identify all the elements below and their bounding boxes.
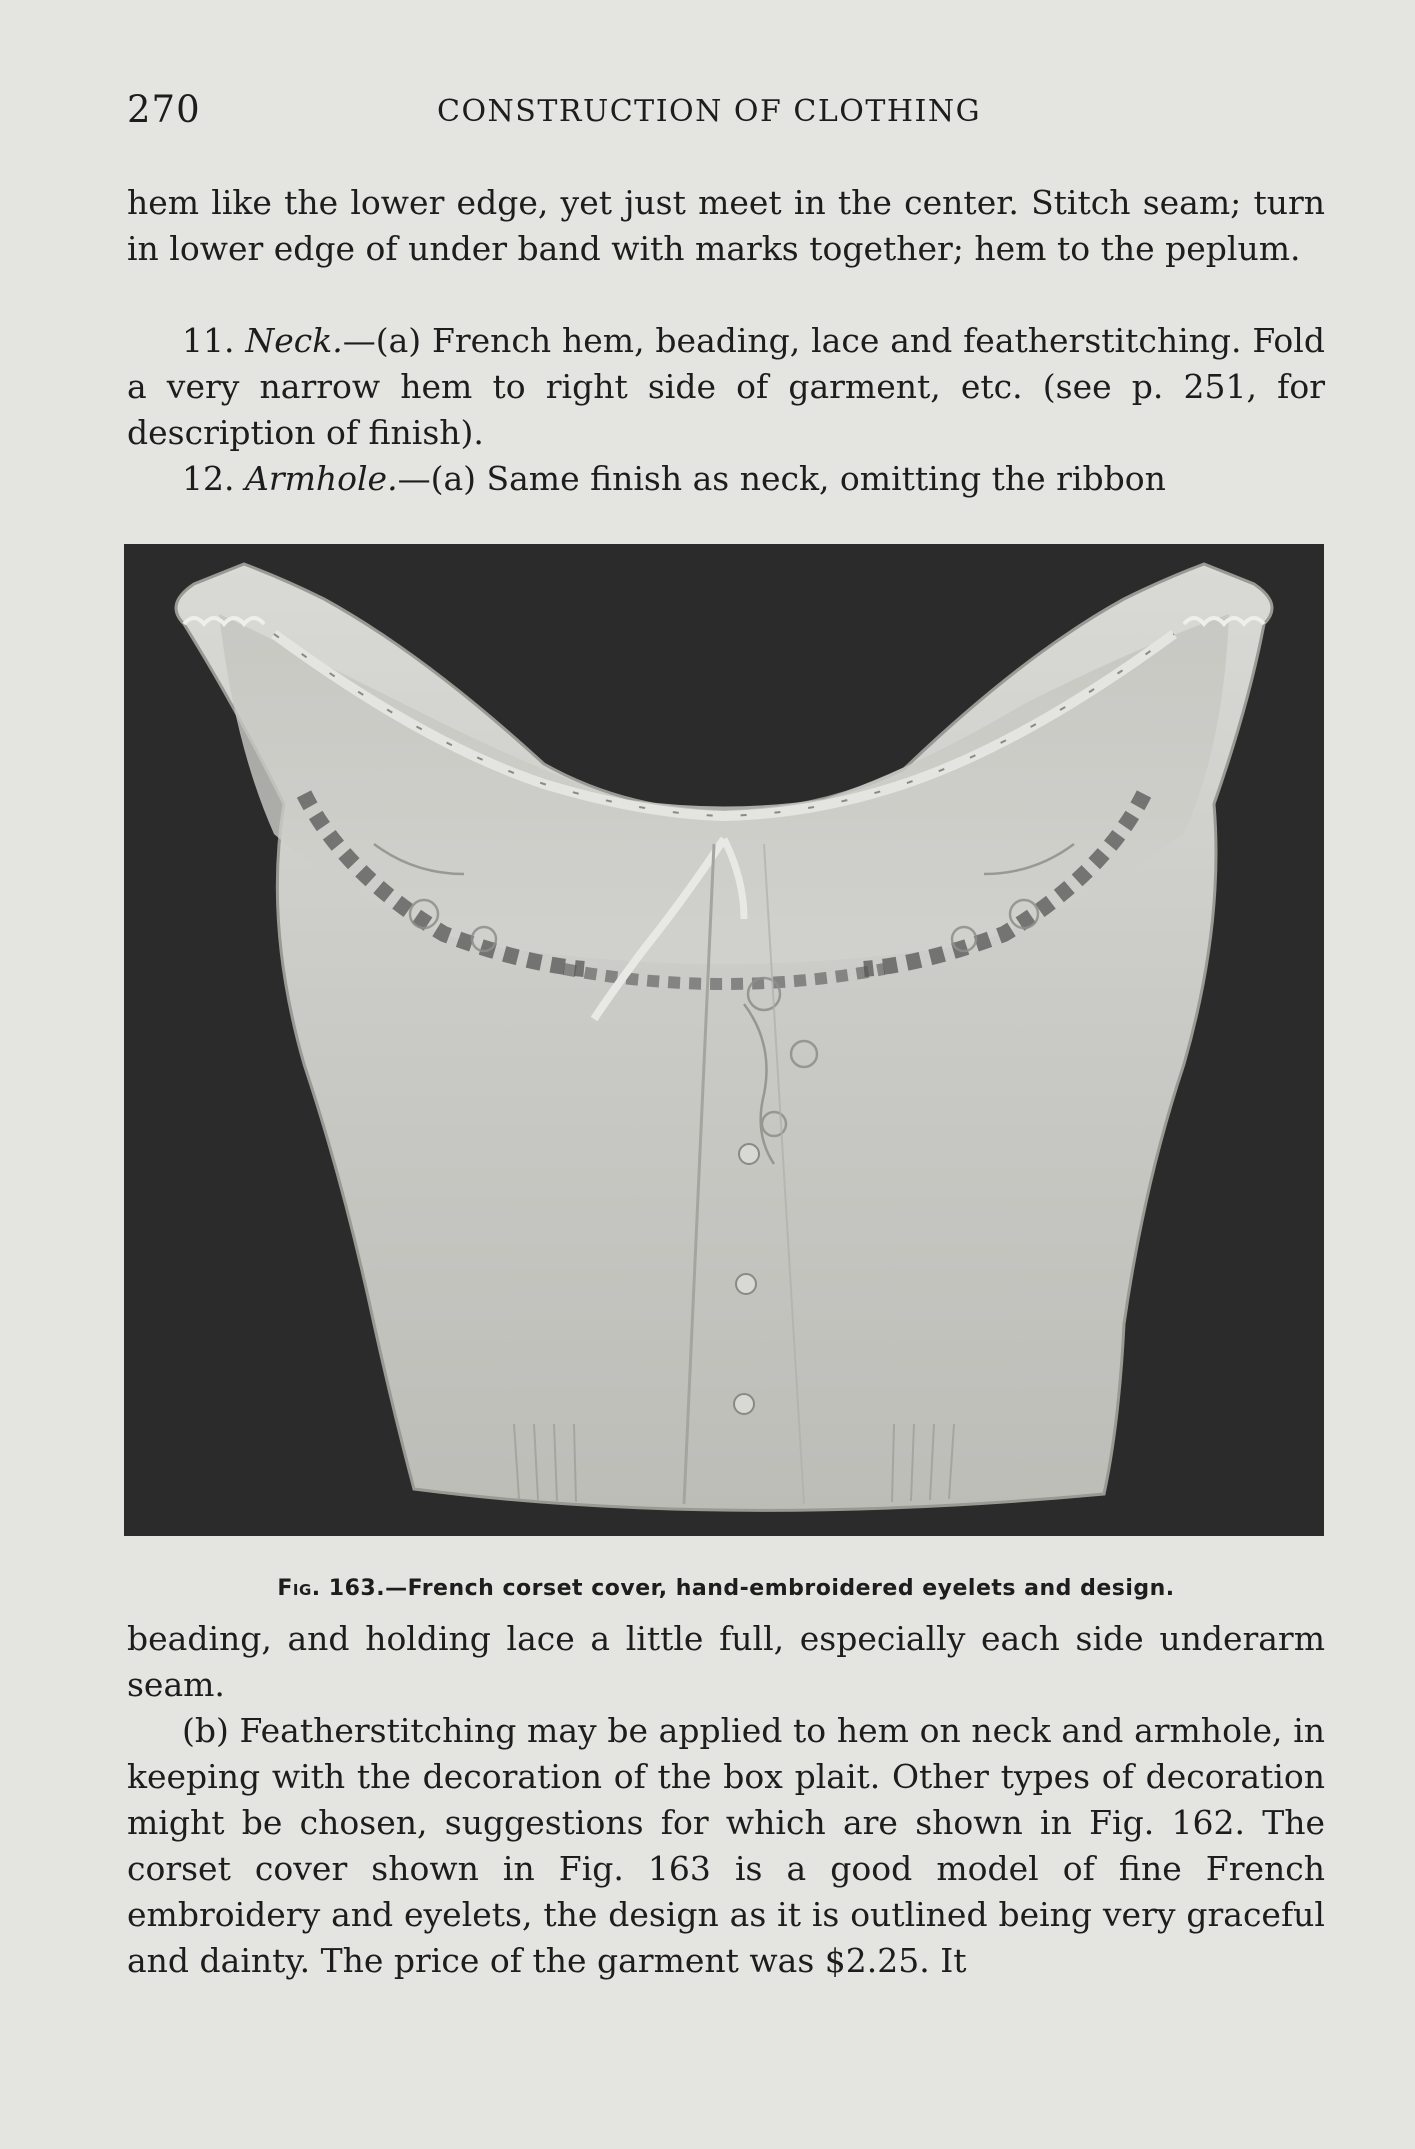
- paragraph-neck: [127, 318, 1325, 456]
- page-number: 270: [127, 88, 201, 131]
- running-title: CONSTRUCTION OF CLOTHING: [437, 94, 982, 129]
- sub-item-marker: (a): [430, 459, 477, 498]
- paragraph-featherstitching: [127, 1708, 1325, 1984]
- item-number: 11.: [182, 321, 235, 360]
- em-dash: —: [397, 459, 431, 498]
- figure-caption-text: 163.—French corset cover, hand-embroidered eyelets and design.: [320, 1576, 1175, 1601]
- item-label-neck: Neck.: [245, 321, 343, 360]
- paragraph-beading: beading, and holding lace a little full, especially each side underarm seam.: [127, 1619, 1325, 1704]
- corset-cover-illustration: [124, 544, 1324, 1536]
- armhole-instructions: Same finish as neck, omitting the ribbon: [476, 459, 1166, 498]
- sub-item-marker: (b): [182, 1711, 229, 1750]
- em-dash: —: [342, 321, 376, 360]
- button: [736, 1274, 756, 1294]
- figure-caption: [127, 1576, 1325, 1601]
- paragraph-armhole: [127, 456, 1325, 502]
- running-head: [127, 88, 1327, 140]
- button: [734, 1394, 754, 1414]
- neck-instructions: French hem, beading, lace and featherstitching. Fold a very narrow hem to right side of garment, etc. (see p. 251, for description of finish).: [127, 321, 1325, 452]
- button: [739, 1144, 759, 1164]
- figure-label: Fig.: [277, 1576, 321, 1601]
- sub-item-marker: (a): [375, 321, 422, 360]
- corset-cover-photograph: [124, 544, 1324, 1536]
- item-label-armhole: Armhole.: [244, 459, 398, 498]
- paragraph-hem-continuation: hem like the lower edge, yet just meet in the center. Stitch seam; turn in lower edge of under band with marks together; hem to the peplum.: [127, 183, 1325, 268]
- featherstitching-text: Featherstitching may be applied to hem on neck and armhole, in keeping with the decoration of the box plait. Other types of decoration might be chosen, suggestions for which are shown in Fig. 162. The corset cover shown in Fig. 163 is a good model of fine French embroidery and eyelets, the design as it is outlined being very graceful and dainty. The price of the garment was $2.25. It: [127, 1711, 1325, 1980]
- item-number: 12.: [182, 459, 235, 498]
